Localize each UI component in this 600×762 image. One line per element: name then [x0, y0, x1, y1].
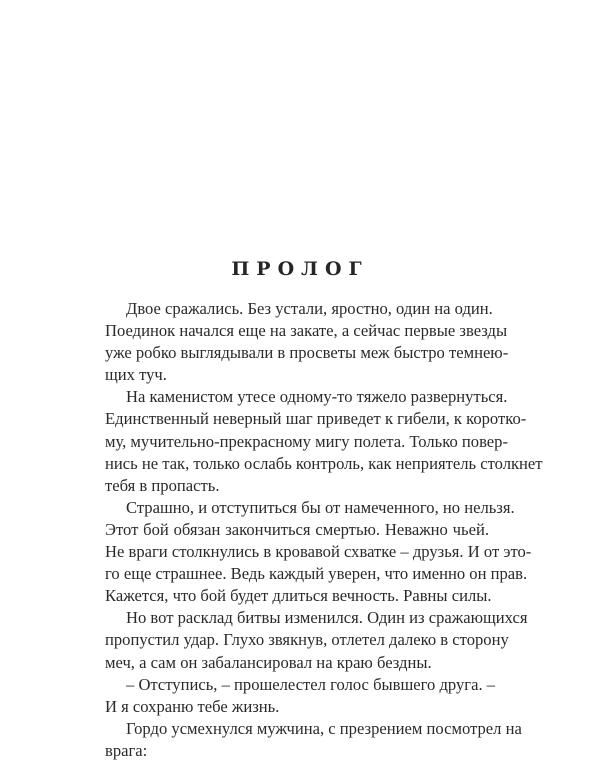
text-line: Кажется, что бой будет длиться вечность. Равны силы. [105, 586, 492, 606]
text-line: уже робко выглядывали в просветы меж быстро темнею- [105, 343, 509, 363]
text-line: Этот бой обязан закончиться смертью. Неважно чьей. [105, 519, 489, 539]
text-line: И я сохраню тебе жизнь. [105, 696, 280, 716]
text-line: Страшно, и отступиться бы от намеченного, но нельзя. [126, 497, 515, 517]
text-line: нись не так, только ослабь контроль, как неприятель столкнет [105, 453, 543, 473]
text-line: На каменистом утесе одному-то тяжело развернуться. [126, 387, 508, 407]
text-line: врага: [105, 740, 148, 760]
text-line: Гордо усмехнулся мужчина, с презрением посмотрел на [126, 718, 522, 738]
text-line: – Отступись, – прошелестел голос бывшего друга. – [126, 674, 496, 694]
text-line: меч, а сам он забалансировал на краю бездны. [105, 652, 432, 672]
text-line: Не враги столкнулись в кровавой схватке – друзья. И от это- [105, 542, 532, 562]
paragraph [105, 674, 496, 718]
text-line: му, мучительно-прекрасному мигу полета. Только повер- [105, 431, 508, 451]
paragraph [105, 607, 528, 673]
text-line: Поединок начался еще на закате, а сейчас первые звезды [105, 321, 508, 341]
text-line: тебя в пропасть. [105, 475, 220, 495]
paragraph [105, 386, 543, 496]
chapter-body [105, 298, 543, 762]
paragraph [105, 718, 522, 762]
text-line: щих туч. [105, 365, 167, 385]
chapter-title: ПРОЛОГ [231, 258, 369, 280]
text-line: Но вот расклад битвы изменился. Один из сражающихся [126, 608, 528, 628]
paragraph [105, 298, 509, 386]
paragraph [105, 497, 532, 607]
text-line: го еще страшнее. Ведь каждый уверен, что именно он прав. [105, 564, 528, 584]
text-line: пропустил удар. Глухо звякнув, отлетел далеко в сторону [105, 630, 509, 650]
text-line: Единственный неверный шаг приведет к гибели, к коротко- [105, 409, 527, 429]
text-line: Двое сражались. Без устали, яростно, один на один. [126, 299, 493, 318]
